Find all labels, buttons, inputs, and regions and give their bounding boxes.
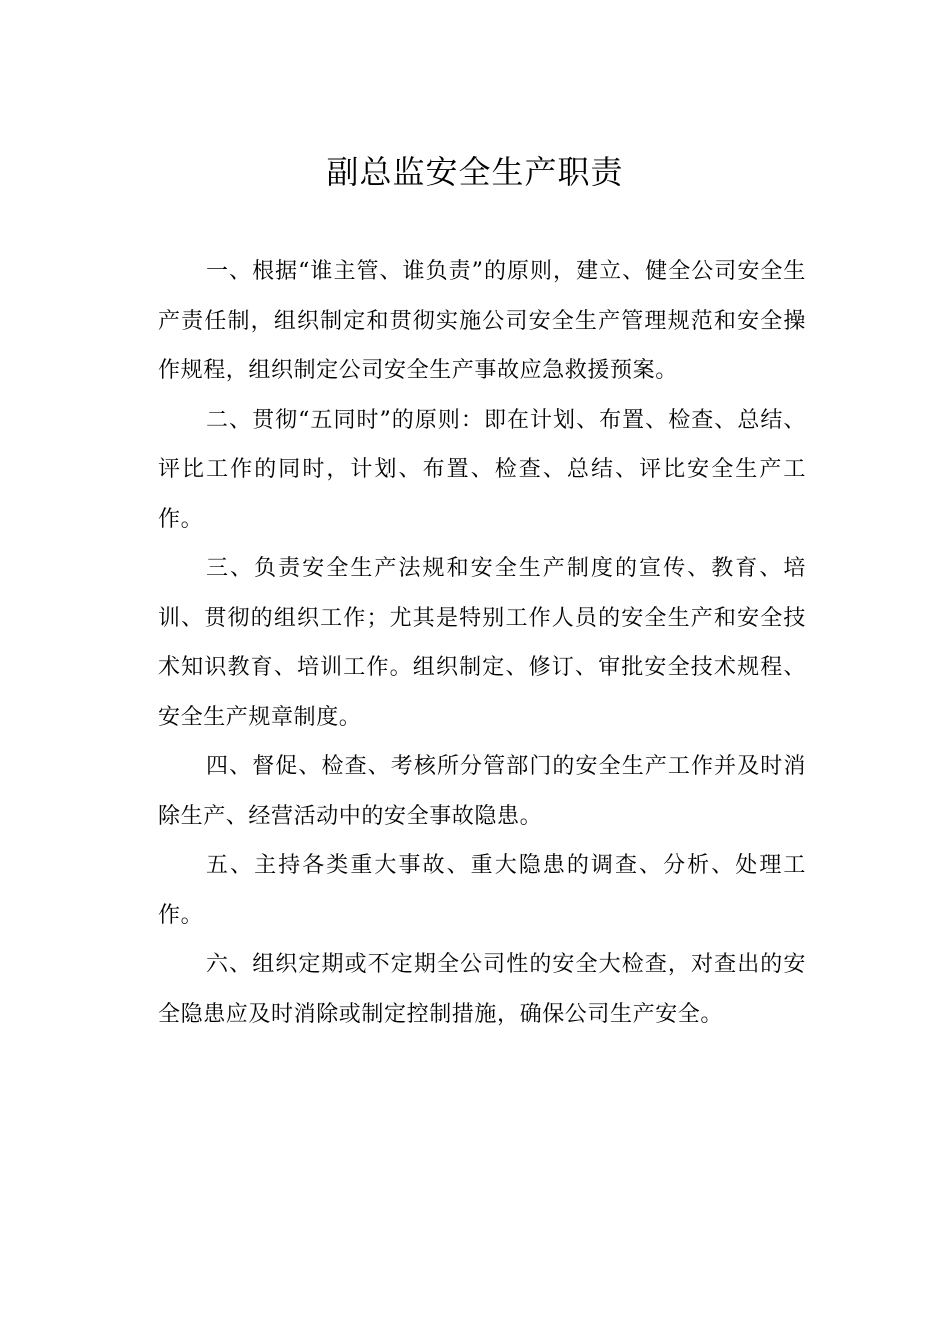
paragraph-4: 四、督促、检查、考核所分管部门的安全生产工作并及时消除生产、经营活动中的安全事故隐患。 [158, 754, 806, 829]
paragraph-6: 六、组织定期或不定期全公司性的安全大检查，对查出的安全隐患应及时消除或制定控制措施，确保公司生产安全。 [158, 952, 806, 1027]
paragraph-3: 三、负责安全生产法规和安全生产制度的宣传、教育、培训、贯彻的组织工作；尤其是特别工作人员的安全生产和安全技术知识教育、培训工作。组织制定、修订、审批安全技术规程、安全生产规章制度。 [158, 556, 806, 730]
paragraph-5: 五、主持各类重大事故、重大隐患的调查、分析、处理工作。 [158, 853, 806, 928]
paragraph-2: 二、贯彻“五同时”的原则：即在计划、布置、检查、总结、评比工作的同时，计划、布置、检查、总结、评比安全生产工作。 [158, 407, 806, 532]
document-title: 副总监安全生产职责 [326, 153, 624, 191]
paragraph-1: 一、根据“谁主管、谁负责”的原则，建立、健全公司安全生产责任制，组织制定和贯彻实施公司安全生产管理规范和安全操作规程，组织制定公司安全生产事故应急救援预案。 [158, 259, 806, 383]
document-body [158, 247, 806, 1039]
